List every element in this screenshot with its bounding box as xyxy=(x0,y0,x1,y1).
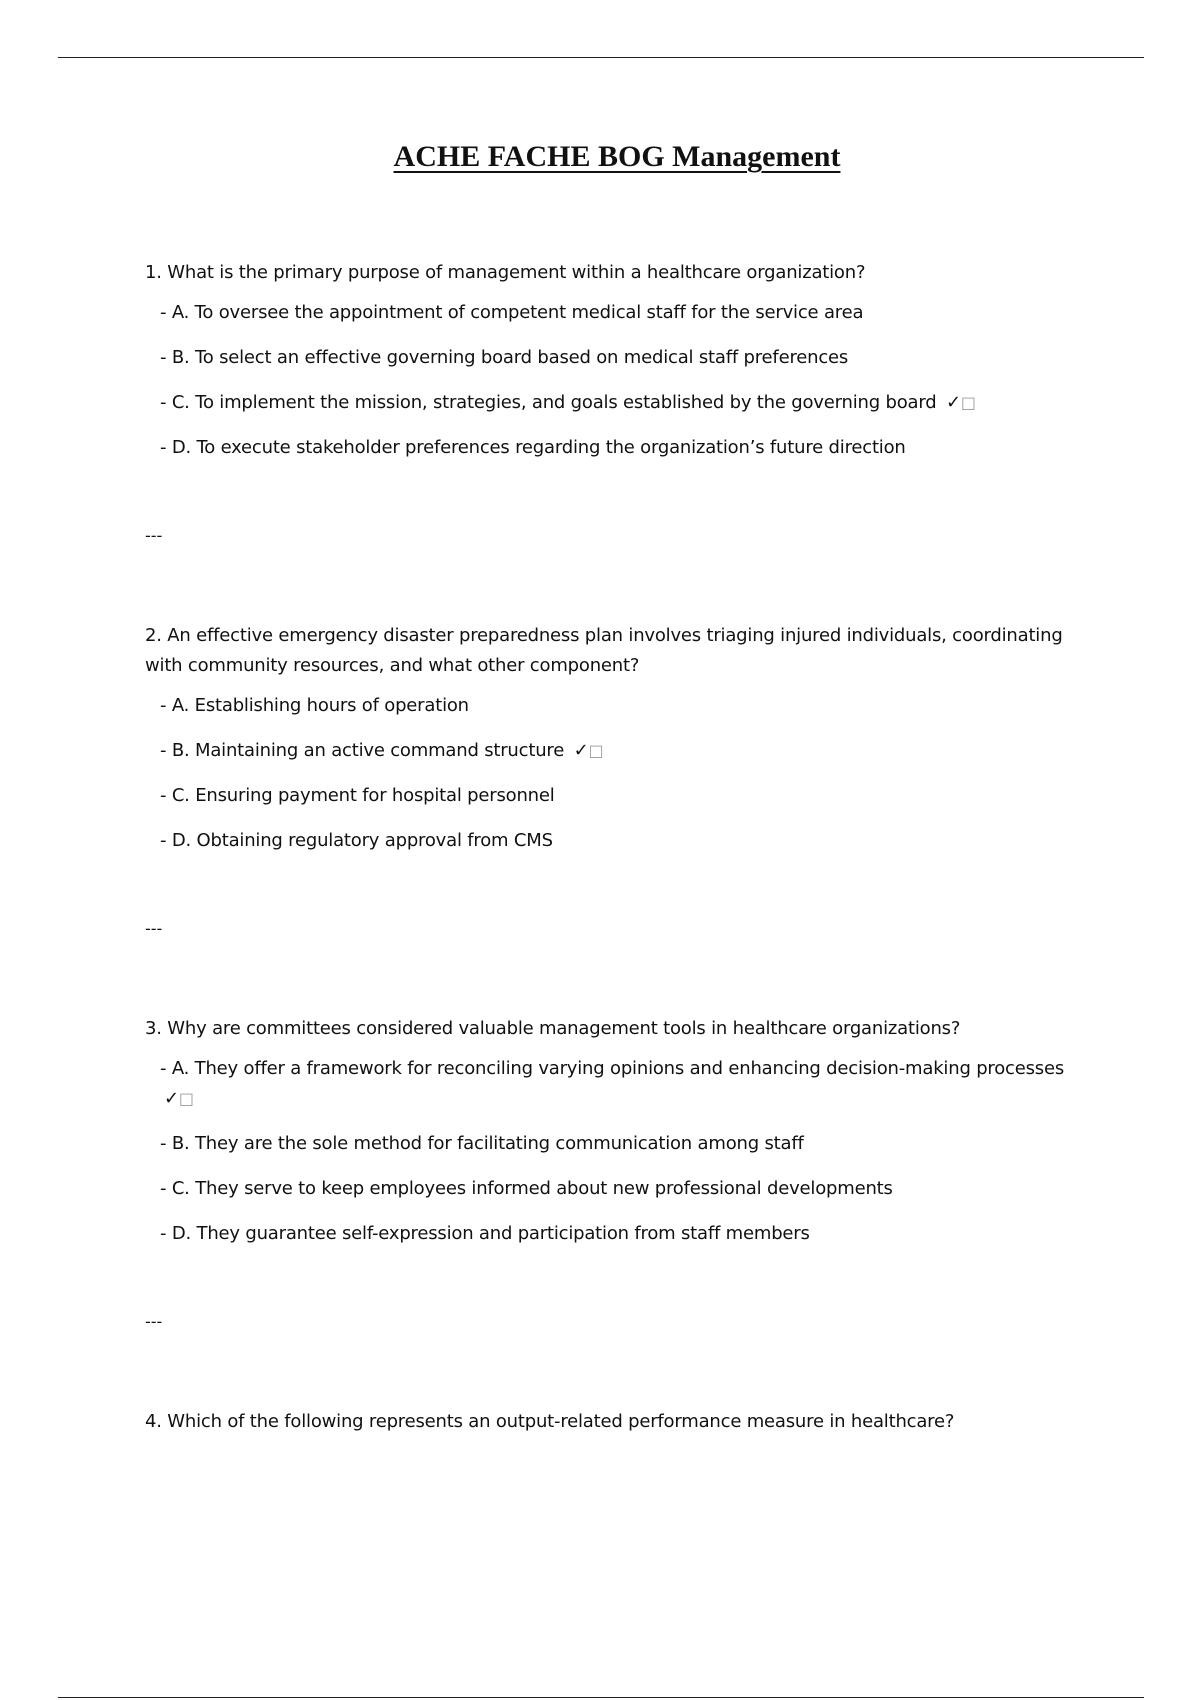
question-2 xyxy=(145,621,1085,856)
option-c: - C. Ensuring payment for hospital personnel xyxy=(160,785,555,806)
separator: --- xyxy=(145,919,163,938)
option-list xyxy=(145,1054,1085,1249)
document-title: ACHE FACHE BOG Management xyxy=(393,140,841,173)
option-a: - A. They offer a framework for reconciling varying opinions and enhancing decision-making processes ✓□ xyxy=(160,1058,1065,1109)
checkbox-glyph-icon: □ xyxy=(588,741,604,760)
option-d: - D. Obtaining regulatory approval from CMS xyxy=(160,830,553,851)
bottom-rule xyxy=(58,1697,1144,1698)
question-text: 3. Why are committees considered valuable management tools in healthcare organizations? xyxy=(145,1018,961,1039)
option-b: - B. To select an effective governing board based on medical staff preferences xyxy=(160,347,849,368)
option-c: - C. They serve to keep employees informed about new professional developments xyxy=(160,1178,893,1199)
correct-check-icon: ✓ xyxy=(164,1088,179,1109)
question-text: 2. An effective emergency disaster preparedness plan involves triaging injured individuals, coordinating with community resources, and what other component? xyxy=(145,625,1063,676)
checkbox-glyph-icon: □ xyxy=(178,1089,194,1108)
option-b: - B. They are the sole method for facilitating communication among staff xyxy=(160,1133,804,1154)
option-c: - C. To implement the mission, strategies, and goals established by the governing board ✓□ xyxy=(160,392,976,413)
question-3 xyxy=(145,1014,1085,1249)
question-text: 1. What is the primary purpose of management within a healthcare organization? xyxy=(145,262,866,283)
option-b: - B. Maintaining an active command structure ✓□ xyxy=(160,740,604,761)
question-text: 4. Which of the following represents an output-related performance measure in healthcare? xyxy=(145,1411,955,1432)
question-1 xyxy=(145,258,1085,463)
top-rule xyxy=(58,57,1144,58)
correct-check-icon: ✓ xyxy=(946,392,961,413)
option-a: - A. Establishing hours of operation xyxy=(160,695,469,716)
question-list xyxy=(145,258,1085,1437)
option-list xyxy=(145,691,1085,856)
question-4 xyxy=(145,1407,1085,1437)
checkbox-glyph-icon: □ xyxy=(960,393,976,412)
correct-check-icon: ✓ xyxy=(573,740,589,761)
option-d: - D. They guarantee self-expression and participation from staff members xyxy=(160,1223,810,1244)
option-d: - D. To execute stakeholder preferences regarding the organization’s future direction xyxy=(160,437,906,458)
option-list xyxy=(145,298,1085,463)
separator: --- xyxy=(145,526,163,545)
option-a: - A. To oversee the appointment of competent medical staff for the service area xyxy=(160,302,864,323)
separator: --- xyxy=(145,1312,163,1331)
